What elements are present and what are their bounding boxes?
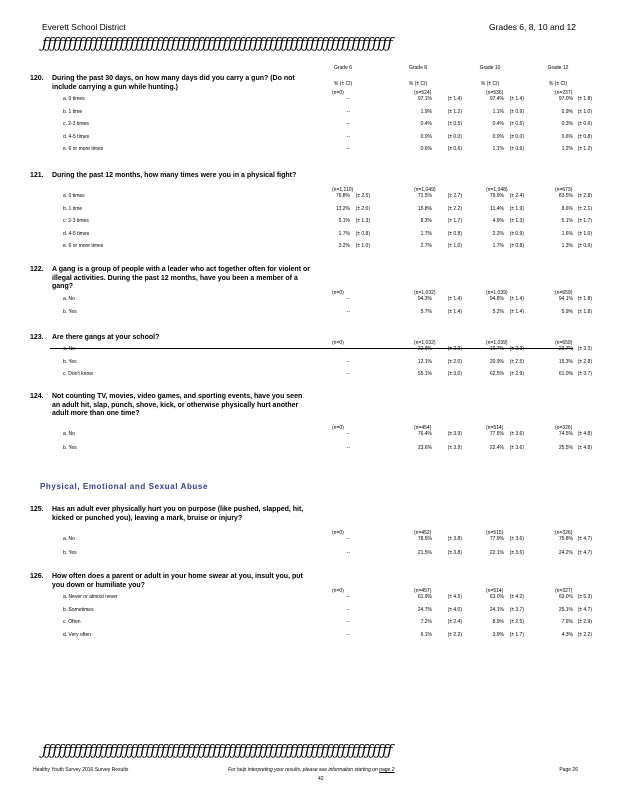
confidence-interval: (± 1.7) [447,218,462,225]
table-row [0,243,618,253]
response-label: b. Yes [63,358,77,365]
confidence-interval: (± 4.8) [577,445,592,451]
question-number: 122. [30,266,44,273]
percent-value: 8.3% [420,218,432,225]
percent-value: -- [346,133,350,140]
sample-size: (n=0) [332,588,344,594]
percent-value: 97.1% [417,96,432,102]
percent-value: 15.3% [558,358,573,365]
percent-value: 11.4% [490,205,504,212]
confidence-interval: (± 2.4) [447,619,462,626]
sample-size: (n=237) [555,90,573,96]
confidence-interval: (± 1.7) [577,218,592,225]
sample-size: (n=0) [332,290,344,296]
percent-value: 0.9% [561,108,573,115]
confidence-interval: (± 2.1) [577,205,592,212]
confidence-interval: (± 4.8) [577,431,592,437]
confidence-interval: (± 1.9) [509,205,524,212]
confidence-interval: (± 0.0) [447,133,462,140]
sample-size: (n=673) [555,187,573,193]
table-row [0,445,618,455]
confidence-interval: (± 3.9) [447,445,462,451]
confidence-interval: (± 1.4) [447,96,462,102]
sample-size: (n=457) [414,588,432,594]
response-label: c. Often [63,619,81,626]
percent-value: 0.3% [561,121,573,128]
percent-value: 7.2% [420,619,432,626]
percent-value: -- [346,121,350,128]
question-number: 126. [30,573,44,580]
confidence-interval: (± 1.2) [577,146,592,153]
confidence-interval: (± 2.2) [447,631,462,638]
table-row [0,206,618,216]
top-divider: ƒƒƒƒƒƒƒƒƒƒƒƒƒƒƒƒƒƒƒƒƒƒƒƒƒƒƒƒƒƒƒƒƒƒƒƒƒƒƒƒƒƒƒƒƒƒƒƒƒƒƒƒƒƒƒƒƒƒƒƒƒƒƒƒƒƒƒƒ [42,34,393,52]
percent-value: -- [346,536,350,542]
page-number-center: 42 [318,776,324,782]
confidence-interval: (± 1.4) [509,308,524,315]
percent-value: 15.8% [417,205,432,212]
confidence-interval: (± 5.3) [577,594,592,600]
percent-value: 78.5% [417,536,432,542]
percent-value: 3.9% [492,631,504,638]
question-121 [30,172,310,181]
confidence-interval: (± 0.5) [447,121,462,128]
sample-size: (n=452) [414,530,432,536]
table-row [0,121,618,131]
percent-value: 7.6% [561,619,573,626]
percent-value: -- [346,445,350,451]
percent-value: 5.9% [561,308,573,315]
table-row [0,231,618,241]
percent-value: -- [346,431,350,437]
percent-value: 74.5% [558,431,573,437]
confidence-interval: (± 1.0) [577,108,592,115]
table-row [0,146,618,156]
percent-value: 1.7% [492,243,504,250]
response-label: b. Sometimes [63,606,94,613]
confidence-interval: (± 1.4) [509,96,524,102]
footer-page: Page 26 [559,767,578,773]
confidence-interval: (± 2.4) [509,193,524,199]
q123-underline [50,348,573,349]
response-label: a. 0 times [63,193,85,199]
question-number: 123. [30,334,44,341]
sample-size: (n=454) [414,425,432,431]
sample-size: (n=0) [332,530,344,536]
percent-value: 71.5% [417,193,432,199]
percent-value: 2.2% [492,230,504,237]
table-row [0,193,618,203]
response-label: d. 4-5 times [63,133,90,140]
confidence-interval: (± 2.0) [447,358,462,365]
response-label: a. Never or almost never [63,594,118,600]
confidence-interval: (± 1.3) [509,218,524,225]
percent-value: -- [346,108,350,115]
question-number: 120. [30,75,44,82]
confidence-interval: (± 3.6) [509,550,524,556]
response-label: a. No [63,296,75,302]
confidence-interval: (± 3.8) [447,550,462,556]
confidence-interval: (± 3.6) [509,431,524,437]
grades-label: Grades 6, 8, 10 and 12 [489,22,576,32]
confidence-interval: (± 4.7) [577,550,592,556]
percent-value: -- [346,308,350,315]
confidence-interval: (± 2.2) [447,205,462,212]
percent-value: 23.6% [417,445,432,451]
percent-value: 24.7% [417,606,432,613]
percent-value: 1.1% [492,108,504,115]
col-stat-grade10: % (± CI) [480,81,500,87]
col-header-grade8: Grade 8 [408,65,428,71]
confidence-interval: (± 1.8) [577,96,592,102]
col-stat-grade8: % (± CI) [408,81,428,87]
question-text: How often does a parent or adult in your home swear at you, insult you, put you down or humiliate you? [52,573,303,589]
question-text: Are there gangs at your school? [52,334,160,341]
percent-value: 77.9% [489,536,504,542]
footer-help-text: For help interpreting your results, please see information starting on [228,767,380,773]
percent-value: 76.4% [417,431,432,437]
confidence-interval: (± 1.4) [509,296,524,302]
percent-value: 5.1% [561,218,573,225]
confidence-interval: (± 3.6) [509,445,524,451]
percent-value: 8.9% [492,619,504,626]
confidence-interval: (± 0.8) [355,230,370,237]
response-label: a. No [63,346,75,352]
response-label: d. 4-5 times [63,230,90,237]
sample-size: (n=1,039) [486,290,508,296]
percent-value: -- [346,296,350,302]
percent-value: -- [346,631,350,638]
percent-value: 22.1% [489,550,504,556]
confidence-interval: (± 0.6) [577,121,592,128]
col-header-grade10: Grade 10 [479,65,501,71]
question-text: Has an adult ever physically hurt you on purpose (like pushed, slapped, hit, kicked or punched you), leaving a mark, bruise or injury? [52,506,304,522]
percent-value: 5.1% [338,218,350,225]
percent-value: 2.7% [420,243,432,250]
confidence-interval: (± 0.8) [447,230,462,237]
confidence-interval: (± 0.8) [577,133,592,140]
sample-size: (n=514) [486,588,504,594]
footer-help [228,767,395,773]
percent-value: 1.7% [420,230,432,237]
confidence-interval: (± 0.8) [509,243,524,250]
percent-value: 0.4% [420,121,432,128]
sample-size: (n=524) [414,90,432,96]
response-label: a. No [63,431,75,437]
confidence-interval: (± 4.5) [447,594,462,600]
table-row [0,619,618,629]
question-number: 125. [30,506,44,513]
confidence-interval: (± 3.8) [447,536,462,542]
response-label: a. No [63,536,75,542]
question-124 [30,393,310,419]
percent-value: 97.4% [489,96,504,102]
percent-value: 1.9% [420,108,432,115]
confidence-interval: (± 4.7) [577,606,592,613]
confidence-interval: (± 2.5) [355,193,370,199]
confidence-interval: (± 1.8) [577,296,592,302]
response-label: e. 6 or more times [63,243,104,250]
table-row [0,134,618,144]
confidence-interval: (± 0.5) [509,121,524,128]
confidence-interval: (± 3.0) [447,371,462,378]
confidence-interval: (± 0.9) [509,146,524,153]
percent-value: 12.1% [417,358,432,365]
percent-value: 13.2% [335,205,350,212]
table-row [0,632,618,642]
confidence-interval: (± 2.9) [577,619,592,626]
question-text: A gang is a group of people with a leader who act together often for violent or illegal activities. During the past 12 months, have you been a member of a gang? [52,266,310,291]
percent-value: -- [346,96,350,102]
sample-size: (n=1,032) [414,290,436,296]
percent-value: 77.6% [489,431,504,437]
percent-value: -- [346,358,350,365]
sample-size: (n=1,032) [414,340,436,346]
percent-value: 25.1% [558,606,573,613]
percent-value: 62.5% [489,371,504,378]
sample-size: (n=536) [486,90,504,96]
bottom-divider: ƒƒƒƒƒƒƒƒƒƒƒƒƒƒƒƒƒƒƒƒƒƒƒƒƒƒƒƒƒƒƒƒƒƒƒƒƒƒƒƒƒƒƒƒƒƒƒƒƒƒƒƒƒƒƒƒƒƒƒƒƒƒƒƒƒƒƒƒ [42,741,393,759]
confidence-interval: (± 4.2) [509,594,524,600]
percent-value: 1.2% [561,146,573,153]
table-row [0,218,618,228]
table-row [0,431,618,441]
confidence-interval: (± 0.9) [509,108,524,115]
percent-value: 24.2% [558,550,573,556]
percent-value: 3.2% [338,243,350,250]
table-row [0,296,618,306]
percent-value: 1.6% [561,230,573,237]
response-label: b. Yes [63,308,77,315]
sample-size: (n=659) [555,290,573,296]
percent-value: 79.9% [489,193,504,199]
confidence-interval: (± 3.7) [577,371,592,378]
confidence-interval: (± 2.9) [509,371,524,378]
percent-value: 32.8% [417,346,432,352]
percent-value: 8.6% [561,205,573,212]
percent-value: 97.0% [558,96,573,102]
question-text: During the past 30 days, on how many days did you carry a gun? (Do not include carrying a gun while hunting.) [52,75,295,91]
question-text: Not counting TV, movies, video games, and sporting events, have you seen an adult hit, slap, punch, shove, kick, or otherwise physically hurt another adult more than one time? [52,393,303,418]
sample-size: (n=1,039) [486,340,508,346]
table-row [0,359,618,369]
response-label: d. Very often [63,631,92,638]
percent-value: 23.7% [558,346,573,352]
table-row [0,309,618,319]
sample-size: (n=515) [486,530,504,536]
confidence-interval: (± 1.4) [447,296,462,302]
col-header-grade12: Grade 12 [547,65,569,71]
confidence-interval: (± 2.3) [509,346,524,352]
percent-value: 63.0% [558,594,573,600]
percent-value: 0.0% [492,133,504,140]
confidence-interval: (± 1.3) [355,218,370,225]
confidence-interval: (± 1.0) [577,230,592,237]
confidence-interval: (± 3.9) [447,431,462,437]
percent-value: 94.3% [417,296,432,302]
question-text: During the past 12 months, how many times were you in a physical fight? [52,172,297,179]
sample-size: (n=0) [332,425,344,431]
confidence-interval: (± 1.8) [577,308,592,315]
col-stat-grade12: % (± CI) [548,81,568,87]
confidence-interval: (± 1.4) [447,308,462,315]
confidence-interval: (± 1.0) [447,243,462,250]
footer-left: Healthy Youth Survey 2016 Survey Results [33,767,129,773]
percent-value: 61.9% [417,594,432,600]
percent-value: 4.9% [492,218,504,225]
percent-value: -- [346,346,350,352]
percent-value: 63.0% [489,594,504,600]
percent-value: 94.8% [489,296,504,302]
confidence-interval: (± 3.6) [509,536,524,542]
table-row [0,550,618,560]
percent-value: 0.6% [561,133,573,140]
sample-size: (n=1,048) [486,187,508,193]
footer-help-link[interactable]: page 2 [379,767,395,773]
percent-value: 20.9% [489,358,504,365]
percent-value: 5.2% [492,308,504,315]
col-stat-grade6: % (± CI) [333,81,353,87]
confidence-interval: (± 0.0) [509,133,524,140]
percent-value: -- [346,594,350,600]
response-label: a. 0 times [63,96,85,102]
confidence-interval: (± 1.0) [355,243,370,250]
confidence-interval: (± 1.2) [447,108,462,115]
section-title: Physical, Emotional and Sexual Abuse [40,482,209,491]
sample-size: (n=326) [555,425,573,431]
response-label: b. 1 time [63,205,83,212]
percent-value: -- [346,550,350,556]
percent-value: 1.1% [492,146,504,153]
confidence-interval: (± 2.5) [509,358,524,365]
table-row [0,371,618,381]
percent-value: 6.1% [420,631,432,638]
sample-size: (n=514) [486,425,504,431]
sample-size: (n=0) [332,90,344,96]
percent-value: 1.3% [561,243,573,250]
percent-value: 16.7% [489,346,504,352]
table-row [0,109,618,119]
response-label: b. 1 time [63,108,83,115]
percent-value: -- [346,619,350,626]
question-number: 124. [30,393,44,400]
response-label: c. 2-3 times [63,121,89,128]
confidence-interval: (± 0.9) [577,243,592,250]
table-row [0,536,618,546]
percent-value: -- [346,606,350,613]
confidence-interval: (± 2.0) [355,205,370,212]
percent-value: 24.1% [489,606,504,613]
sample-size: (n=0) [332,340,344,346]
percent-value: 94.1% [558,296,573,302]
response-label: b. Yes [63,550,77,556]
question-125 [30,506,310,523]
district-name: Everett School District [42,22,126,32]
percent-value: 5.7% [420,308,432,315]
percent-value: 4.3% [561,631,573,638]
confidence-interval: (± 0.9) [509,230,524,237]
percent-value: 83.5% [558,193,573,199]
confidence-interval: (± 0.6) [447,146,462,153]
confidence-interval: (± 2.8) [577,193,592,199]
percent-value: 0.6% [420,146,432,153]
question-number: 121. [30,172,44,179]
response-label: b. Yes [63,445,77,451]
percent-value: 1.7% [338,230,350,237]
percent-value: -- [346,146,350,153]
question-122 [30,266,310,292]
table-row [0,607,618,617]
confidence-interval: (± 4.0) [447,606,462,613]
percent-value: 55.1% [417,371,432,378]
confidence-interval: (± 1.7) [509,631,524,638]
table-row [0,96,618,106]
confidence-interval: (± 4.7) [577,536,592,542]
response-label: c. 2-3 times [63,218,89,225]
sample-size: (n=1,110) [332,187,354,193]
response-label: e. 6 or more times [63,146,104,153]
table-row [0,594,618,604]
col-header-grade6: Grade 6 [333,65,353,71]
percent-value: 0.4% [492,121,504,128]
percent-value: 0.0% [420,133,432,140]
confidence-interval: (± 2.8) [577,358,592,365]
percent-value: 75.8% [558,536,573,542]
confidence-interval: (± 2.9) [447,346,462,352]
percent-value: 61.0% [558,371,573,378]
percent-value: 22.4% [489,445,504,451]
percent-value: 76.8% [335,193,350,199]
sample-size: (n=326) [555,530,573,536]
confidence-interval: (± 3.7) [509,606,524,613]
response-label: c. Don't know [63,371,93,378]
percent-value: 21.5% [417,550,432,556]
percent-value: 25.5% [558,445,573,451]
sample-size: (n=659) [555,340,573,346]
confidence-interval: (± 2.5) [509,619,524,626]
confidence-interval: (± 2.7) [447,193,462,199]
sample-size: (n=327) [555,588,573,594]
sample-size: (n=1,049) [414,187,436,193]
confidence-interval: (± 2.2) [577,631,592,638]
confidence-interval: (± 3.3) [577,346,592,352]
percent-value: -- [346,371,350,378]
